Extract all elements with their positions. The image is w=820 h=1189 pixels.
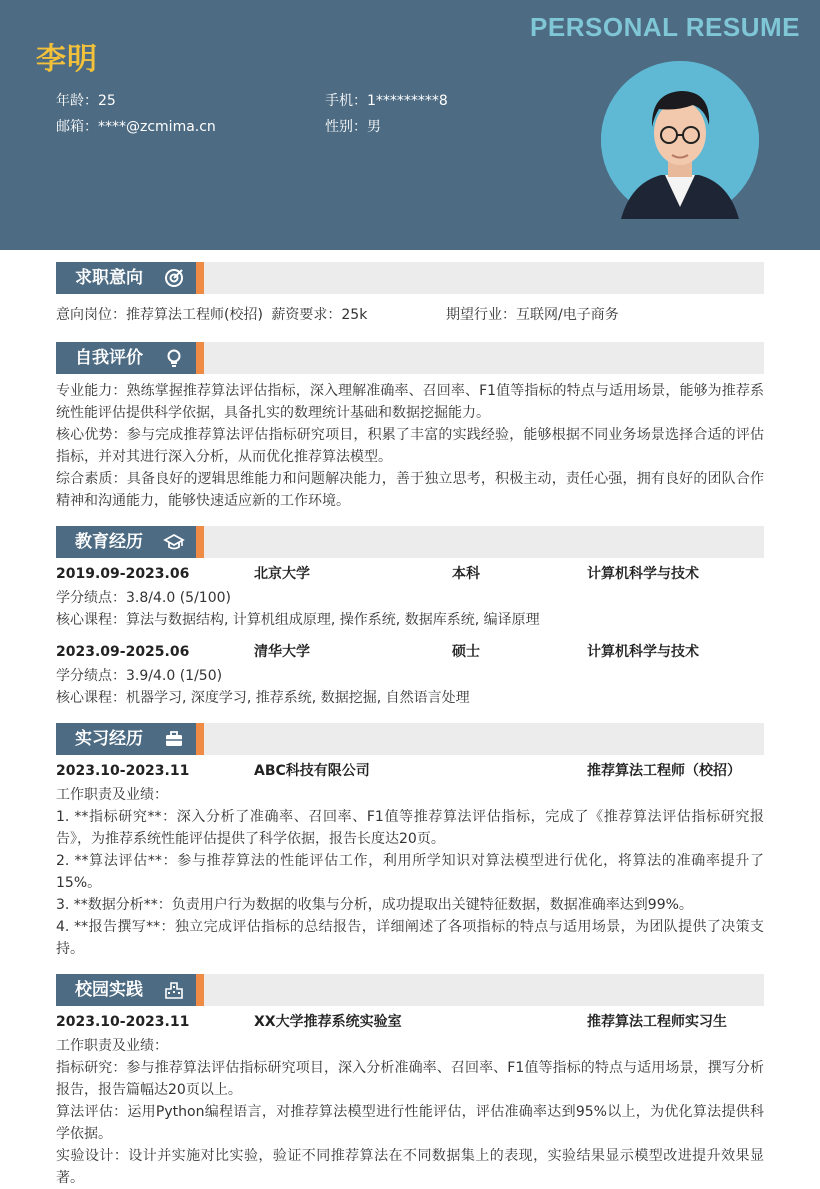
edu-courses: 核心课程：机器学习, 深度学习, 推荐系统, 数据挖掘, 自然语言处理: [56, 690, 470, 706]
campus-duties-label: 工作职责及业绩：: [56, 1038, 168, 1054]
edu-gpa: 学分绩点：3.8/4.0 (5/100): [56, 590, 231, 606]
edu-period: 2023.09-2025.06: [56, 644, 190, 660]
section-title-education: 教育经历: [75, 532, 143, 552]
intern-duty-item: 1. **指标研究**：深入分析了准确率、召回率、F1值等推荐算法评估指标，完成了《推荐算法评估指标研究报告》，为推荐系统性能评估提供了科学依据，报告长度达20页。: [56, 809, 764, 847]
edu-school: 北京大学: [254, 566, 310, 582]
campus-period: 2023.10-2023.11: [56, 1014, 190, 1030]
edu-degree: 硕士: [452, 644, 480, 660]
target-icon: [164, 268, 184, 288]
intern-duty-item: 4. **报告撰写**：独立完成评估指标的总结报告，详细阐述了各项指标的特点与适用场景，为团队提供了决策支持。: [56, 919, 764, 957]
section-accent-stripe: [196, 723, 204, 755]
self-paragraph-3: 综合素质：具备良好的逻辑思维能力和问题解决能力，善于独立思考，积极主动，责任心强，拥有良好的团队合作精神和沟通能力，能够快速适应新的工作环境。: [56, 471, 764, 509]
header-banner: [0, 0, 820, 250]
edu-school: 清华大学: [254, 644, 310, 660]
section-title-intent: 求职意向: [75, 268, 143, 288]
intern-duty-item: 3. **数据分析**：负责用户行为数据的收集与分析，成功提取出关键特征数据，数据准确率达到99%。: [56, 897, 693, 913]
intent-industry: 期望行业：互联网/电子商务: [446, 307, 619, 323]
candidate-name: 李明: [36, 42, 98, 77]
edu-gpa: 学分绩点：3.9/4.0 (1/50): [56, 668, 223, 684]
edu-courses: 核心课程：算法与数据结构, 计算机组成原理, 操作系统, 数据库系统, 编译原理: [56, 612, 540, 628]
email-field: 邮箱：****@zcmima.cn: [56, 119, 216, 135]
campus-role: 推荐算法工程师实习生: [587, 1014, 727, 1030]
section-title-self: 自我评价: [75, 348, 143, 368]
edu-period: 2019.09-2023.06: [56, 566, 190, 582]
section-accent-stripe: [196, 974, 204, 1006]
section-header-self: [56, 342, 764, 374]
intern-duty-item: 2. **算法评估**：参与推荐算法的性能评估工作，利用所学知识对算法模型进行优化，将算法的准确率提升了15%。: [56, 853, 764, 891]
edu-degree: 本科: [452, 566, 480, 582]
section-accent-stripe: [196, 526, 204, 558]
age-field: 年龄：25: [56, 93, 116, 109]
section-tab-intent: [56, 262, 196, 294]
section-accent-stripe: [196, 342, 204, 374]
campus-duty-item: 指标研究：参与推荐算法评估指标研究项目，深入分析准确率、召回率、F1值等指标的特点与适用场景，撰写分析报告，报告篇幅达20页以上。: [56, 1060, 764, 1098]
section-header-education: [56, 526, 764, 558]
resume-title: PERSONAL RESUME: [530, 12, 800, 42]
intern-period: 2023.10-2023.11: [56, 763, 190, 779]
edu-major: 计算机科学与技术: [587, 644, 699, 660]
intent-salary: 薪资要求：25k: [271, 307, 368, 323]
section-title-campus: 校园实践: [75, 980, 143, 1000]
section-header-internship: [56, 723, 764, 755]
intent-position: 意向岗位：推荐算法工程师(校招): [56, 307, 263, 323]
section-tab-internship: [56, 723, 196, 755]
section-header-campus: [56, 974, 764, 1006]
self-paragraph-1: 专业能力：熟练掌握推荐算法评估指标，深入理解准确率、召回率、F1值等指标的特点与适用场景，能够为推荐系统性能评估提供科学依据，具备扎实的数理统计基础和数据挖掘能力。: [56, 383, 764, 421]
self-paragraph-2: 核心优势：参与完成推荐算法评估指标研究项目，积累了丰富的实践经验，能够根据不同业务场景选择合适的评估指标，并对其进行深入分析，从而优化推荐算法模型。: [56, 427, 764, 465]
intern-company: ABC科技有限公司: [254, 763, 370, 779]
briefcase-icon: [164, 729, 184, 749]
avatar-photo: [601, 61, 759, 219]
lightbulb-icon: [164, 348, 184, 368]
graduation-cap-icon: [164, 532, 184, 552]
section-tab-self: [56, 342, 196, 374]
intern-duties-label: 工作职责及业绩：: [56, 787, 168, 803]
campus-duty-item: 实验设计：设计并实施对比实验，验证不同推荐算法在不同数据集上的表现，实验结果显示模型改进提升效果显著。: [56, 1148, 764, 1186]
intern-role: 推荐算法工程师（校招）: [587, 763, 741, 779]
section-title-internship: 实习经历: [75, 729, 143, 749]
edu-major: 计算机科学与技术: [587, 566, 699, 582]
intent-row: [56, 304, 764, 326]
section-tab-education: [56, 526, 196, 558]
section-accent-stripe: [196, 262, 204, 294]
campus-org: XX大学推荐系统实验室: [254, 1014, 402, 1030]
phone-field: 手机：1*********8: [325, 93, 448, 109]
campus-duty-item: 算法评估：运用Python编程语言，对推荐算法模型进行性能评估，评估准确率达到95%以上，为优化算法提供科学依据。: [56, 1104, 764, 1142]
section-header-intent: [56, 262, 764, 294]
section-tab-campus: [56, 974, 196, 1006]
gender-field: 性别：男: [325, 119, 381, 135]
building-icon: [164, 980, 184, 1000]
